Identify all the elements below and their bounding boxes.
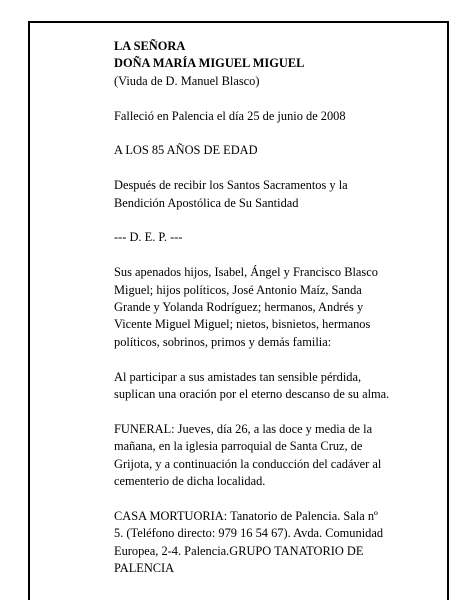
title-line: LA SEÑORA <box>114 39 186 53</box>
mortuary-paragraph <box>114 508 414 578</box>
death-notice <box>114 108 414 125</box>
widow-note: (Viuda de D. Manuel Blasco) <box>114 73 260 88</box>
family-line: Miguel; hijos políticos, José Antonio Maíz, Sanda <box>114 282 362 297</box>
funeral-line: cementerio de dicha localidad. <box>114 474 266 489</box>
mortuary-line: CASA MORTUORIA: Tanatorio de Palencia. Sala nº <box>114 508 378 523</box>
funeral-paragraph <box>114 421 414 491</box>
mortuary-line: 5. (Teléfono directo: 979 16 54 67). Avda. Comunidad <box>114 526 384 541</box>
family-paragraph <box>114 264 414 351</box>
deceased-name: DOÑA MARÍA MIGUEL MIGUEL <box>114 56 305 71</box>
mortuary-line: Europea, 2-4. Palencia.GRUPO TANATORIO DE <box>114 543 364 558</box>
funeral-line: Grijota, y a continuación la conducción del cadáver al <box>114 456 382 471</box>
request-paragraph <box>114 369 414 404</box>
rip-notice <box>114 229 414 246</box>
rip-line: --- D. E. P. --- <box>114 230 183 245</box>
sacraments-line: Después de recibir los Santos Sacramentos y la <box>114 178 348 193</box>
obituary-text <box>114 38 414 577</box>
funeral-line: mañana, en la iglesia parroquial de Santa Cruz, de <box>114 439 363 454</box>
funeral-line: FUNERAL: Jueves, día 26, a las doce y media de la <box>114 421 373 436</box>
request-line: Al participar a sus amistades tan sensible pérdida, <box>114 369 362 384</box>
family-line: políticos, sobrinos, primos y demás familia: <box>114 334 332 349</box>
age-line: A LOS 85 AÑOS DE EDAD <box>114 143 258 158</box>
family-line: Grande y Yolanda Rodríguez; hermanos, Andrés y <box>114 300 364 315</box>
age-notice <box>114 142 414 159</box>
mortuary-line: PALENCIA <box>114 561 175 576</box>
family-line: Sus apenados hijos, Isabel, Ángel y Francisco Blasco <box>114 265 378 280</box>
sacraments-line: Bendición Apostólica de Su Santidad <box>114 195 299 210</box>
header-block <box>114 38 414 90</box>
sacraments-paragraph <box>114 177 414 212</box>
family-line: Vicente Miguel Miguel; nietos, bisnietos, hermanos <box>114 317 371 332</box>
request-line: suplican una oración por el eterno descanso de su alma. <box>114 387 390 402</box>
death-notice-line: Falleció en Palencia el día 25 de junio de 2008 <box>114 108 346 123</box>
